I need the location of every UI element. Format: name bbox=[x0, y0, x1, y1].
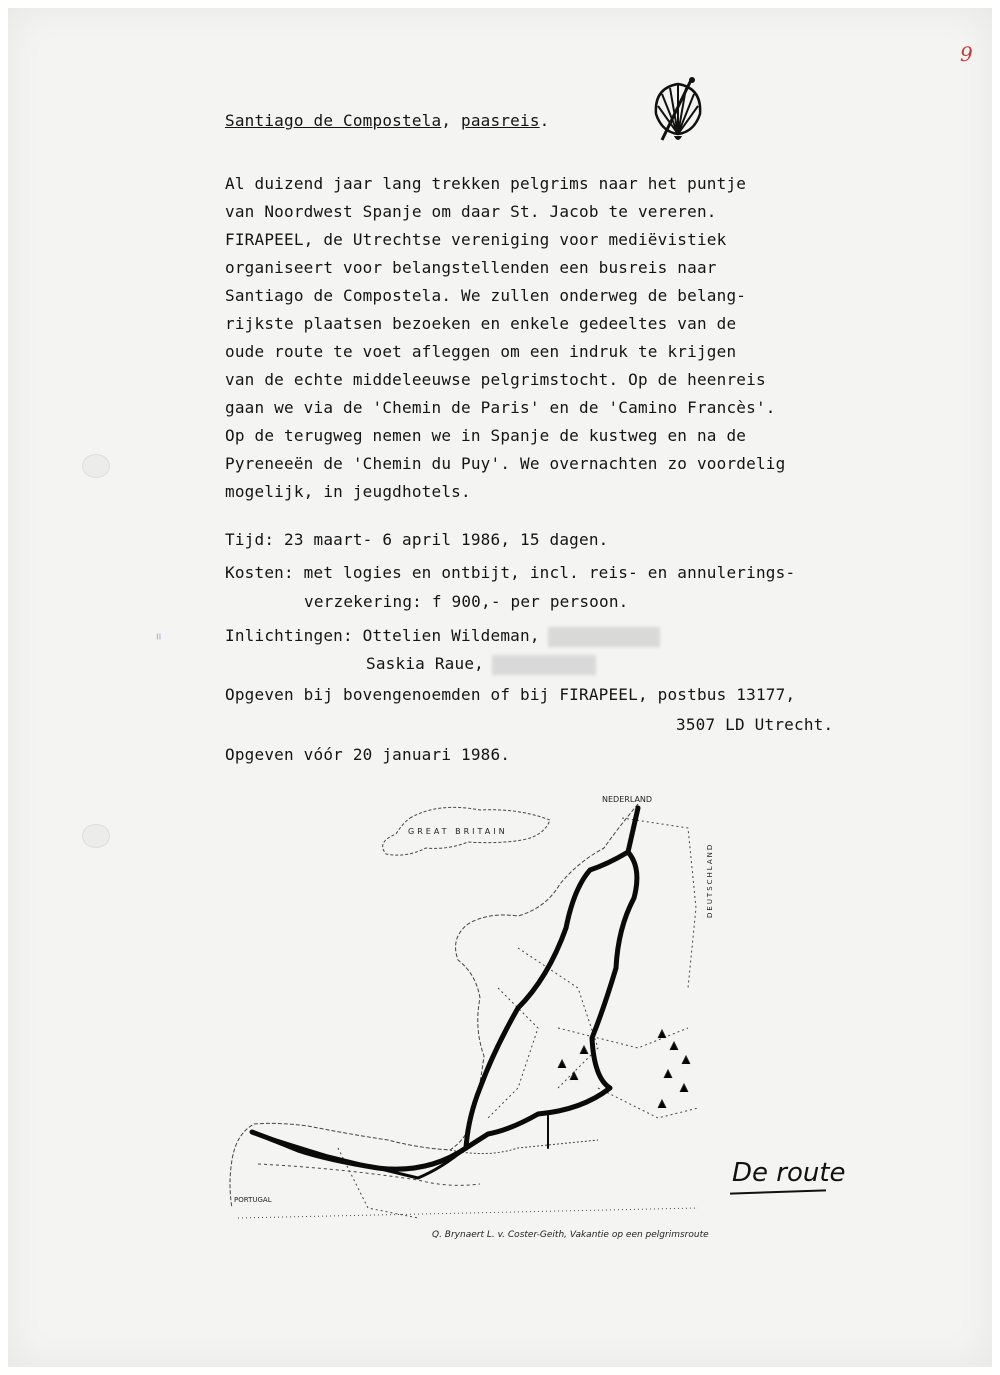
title-period: . bbox=[539, 111, 550, 130]
map-credit: Q. Brynaert L. v. Coster-Geith, Vakantie op een pelgrimsroute bbox=[432, 1230, 709, 1240]
title-main: Santiago de Compostela bbox=[225, 111, 442, 130]
stray-ink-mark: ᴵᴵ bbox=[156, 632, 162, 648]
punch-hole-top bbox=[82, 454, 110, 478]
trip-costs: Kosten: met logies en ontbijt, incl. reis- en annulerings- bbox=[225, 563, 796, 582]
map-label-britain: GREAT BRITAIN bbox=[408, 827, 508, 836]
title-sub: paasreis bbox=[461, 111, 540, 130]
paragraph-line: gaan we via de 'Chemin de Paris' en de 'Camino Francès'. bbox=[225, 398, 776, 417]
contact-name: Saskia Raue, bbox=[366, 654, 484, 673]
document-title bbox=[225, 111, 550, 130]
contact-line-2 bbox=[366, 654, 596, 675]
handwritten-underline bbox=[730, 1189, 826, 1194]
map-label-netherlands: NEDERLAND bbox=[602, 795, 653, 804]
paragraph-line: organiseert voor belangstellenden een busreis naar bbox=[225, 258, 717, 277]
map-label-germany: DEUTSCHLAND bbox=[706, 842, 714, 918]
paragraph-line: Santiago de Compostela. We zullen onderweg de belang- bbox=[225, 286, 747, 305]
route-map bbox=[218, 788, 728, 1240]
signup-deadline: Opgeven vóór 20 januari 1986. bbox=[225, 745, 511, 764]
intro-paragraph bbox=[225, 170, 785, 506]
trip-costs-continued: verzekering: f 900,- per persoon. bbox=[304, 592, 629, 611]
handwritten-note: De route bbox=[732, 1158, 846, 1188]
title-separator: , bbox=[441, 111, 461, 130]
paragraph-line: oude route te voet afleggen om een indruk te krijgen bbox=[225, 342, 737, 361]
redacted-phone bbox=[492, 655, 596, 675]
contact-label: Inlichtingen: Ottelien Wildeman, bbox=[225, 626, 540, 645]
map-label-portugal: PORTUGAL bbox=[234, 1196, 272, 1204]
paragraph-line: Al duizend jaar lang trekken pelgrims naar het puntje bbox=[225, 174, 747, 193]
signup-address: Opgeven bij bovengenoemden of bij FIRAPEEL, postbus 13177, bbox=[225, 685, 796, 704]
page-number: 9 bbox=[960, 42, 973, 66]
paragraph-line: FIRAPEEL, de Utrechtse vereniging voor mediëvistiek bbox=[225, 230, 727, 249]
pilgrim-shell-icon bbox=[648, 74, 708, 146]
paragraph-line: mogelijk, in jeugdhotels. bbox=[225, 482, 471, 501]
paragraph-line: van Noordwest Spanje om daar St. Jacob te vereren. bbox=[225, 202, 717, 221]
signup-postcode: 3507 LD Utrecht. bbox=[676, 715, 834, 734]
paragraph-line: rijkste plaatsen bezoeken en enkele gedeeltes van de bbox=[225, 314, 737, 333]
paragraph-line: van de echte middeleeuwse pelgrimstocht. Op de heenreis bbox=[225, 370, 766, 389]
punch-hole-bottom bbox=[82, 824, 110, 848]
paragraph-line: Op de terugweg nemen we in Spanje de kustweg en na de bbox=[225, 426, 747, 445]
paragraph-line: Pyreneeën de 'Chemin du Puy'. We overnachten zo voordelig bbox=[225, 454, 786, 473]
trip-time: Tijd: 23 maart- 6 april 1986, 15 dagen. bbox=[225, 530, 609, 549]
contact-line-1 bbox=[225, 626, 660, 647]
redacted-phone bbox=[548, 627, 660, 647]
